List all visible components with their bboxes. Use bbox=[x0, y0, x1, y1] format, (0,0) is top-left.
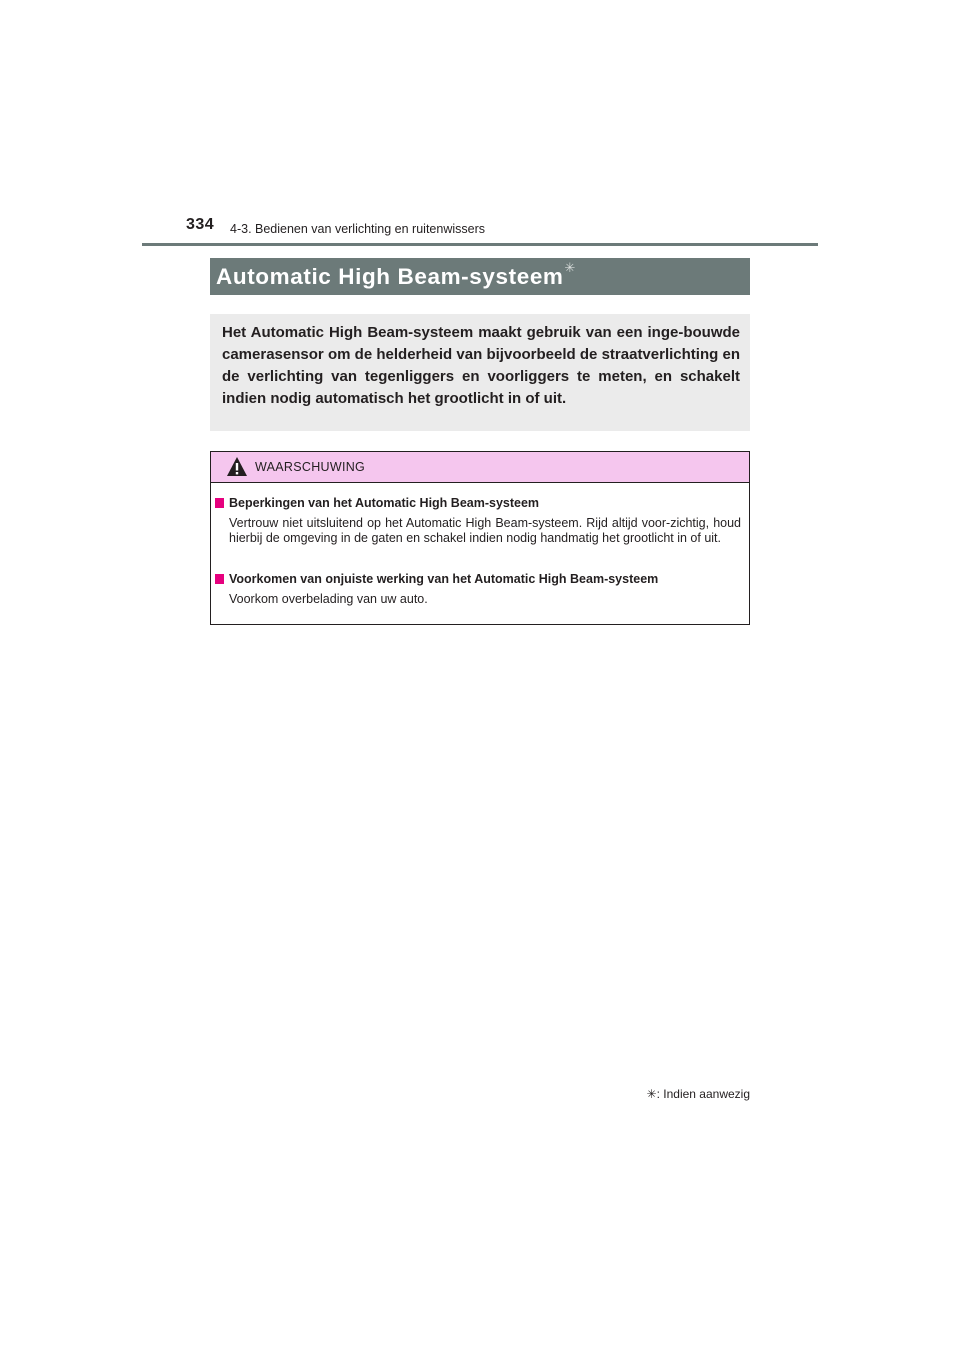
header-rule bbox=[142, 243, 818, 246]
section-title-bar bbox=[210, 258, 750, 295]
running-header: 4-3. Bedienen van verlichting en ruitenwissers bbox=[230, 222, 485, 236]
optional-equipment-mark: ✳ bbox=[564, 259, 576, 275]
page-number: 334 bbox=[186, 216, 215, 233]
warning-item-heading: Beperkingen van het Automatic High Beam-systeem bbox=[229, 496, 540, 510]
section-title: Automatic High Beam-systeem bbox=[216, 263, 564, 289]
intro-text: Het Automatic High Beam-systeem maakt gebruik van een inge-bouwde camerasensor om de helderheid van bijvoorbeeld de straatverlichting en de verlichting van tegenliggers en voorliggers te meten, en schakelt indien nodig automatisch het grootlicht in of uit. bbox=[222, 324, 740, 407]
intro-box bbox=[210, 314, 750, 431]
bullet-square-icon bbox=[215, 574, 224, 584]
warning-box bbox=[210, 451, 750, 625]
warning-title: WAARSCHUWING bbox=[255, 460, 366, 474]
warning-item bbox=[215, 570, 741, 607]
warning-item-body: Voorkom overbelading van uw auto. bbox=[229, 592, 428, 606]
warning-header bbox=[211, 452, 749, 483]
footnote-mark: ✳ bbox=[646, 1087, 657, 1101]
warning-triangle-icon bbox=[226, 456, 248, 477]
warning-item-body: Vertrouw niet uitsluitend op het Automatic High Beam-systeem. Rijd altijd voor-zichtig, houd hierbij de omgeving in de gaten en schakel indien nodig handmatig het grootlicht in of uit. bbox=[229, 516, 741, 545]
footnote-text: : Indien aanwezig bbox=[656, 1087, 750, 1101]
warning-item bbox=[215, 494, 741, 545]
bullet-square-icon bbox=[215, 498, 224, 508]
warning-item-heading: Voorkomen van onjuiste werking van het Automatic High Beam-systeem bbox=[229, 572, 659, 586]
footnote bbox=[647, 1087, 750, 1101]
